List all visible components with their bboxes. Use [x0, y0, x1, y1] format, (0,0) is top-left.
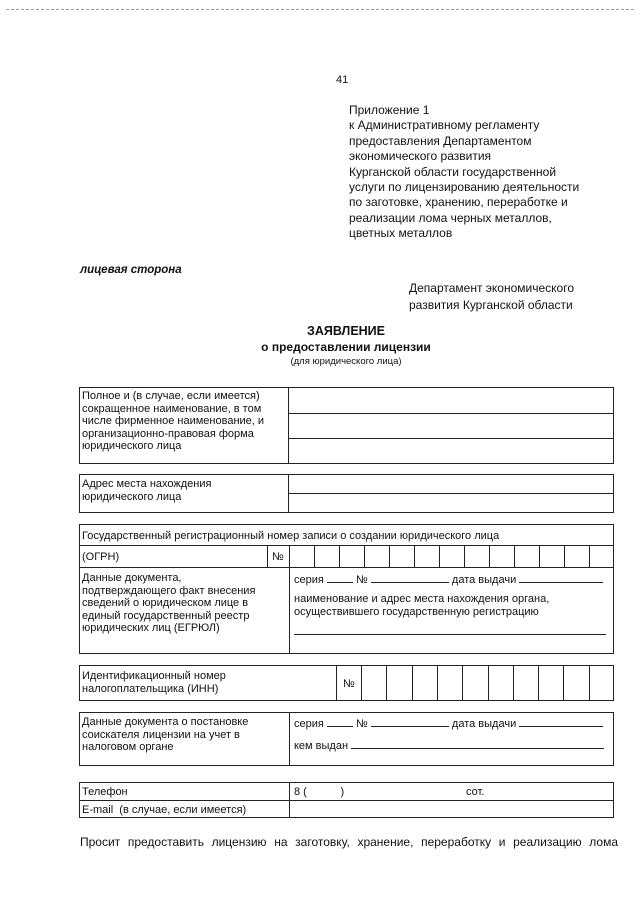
address-field-line[interactable] [288, 493, 614, 494]
label-line: юридического лица [82, 490, 182, 503]
label-line: сведений о юридическом лице в [82, 597, 249, 610]
number-field[interactable] [371, 572, 449, 583]
number-field[interactable] [371, 716, 449, 727]
name-field-line-2[interactable] [288, 438, 614, 439]
ogrn-no-sign: № [272, 551, 284, 563]
digit-cell-divider [462, 665, 463, 701]
appendix-line: цветных металлов [349, 226, 453, 241]
label-line: Адрес места нахождения [82, 478, 212, 490]
digit-cell-divider [563, 665, 564, 701]
phone-label: Телефон [82, 786, 128, 798]
digit-cell-divider [589, 665, 590, 701]
digit-cell-divider [538, 665, 539, 701]
request-text: Просит предоставить лицензию на заготовку, хранение, переработку и реализацию лома [80, 835, 618, 849]
digit-cell-divider [414, 545, 415, 567]
date-label: дата выдачи [451, 574, 517, 586]
label-line: Полное и (в случае, если имеется) [82, 390, 260, 402]
issued-by-label: кем выдан [294, 740, 349, 752]
label-line: Данные документа, [82, 572, 182, 584]
number-label: № [355, 574, 368, 586]
document-subtitle: о предоставлении лицензии [261, 340, 431, 354]
digit-cell-divider [514, 545, 515, 567]
ogrn-code-label: (ОГРН) [82, 551, 120, 563]
egrul-series-row [294, 572, 603, 587]
digit-cell-divider [589, 545, 590, 567]
mobile-label: сот. [466, 786, 485, 798]
digit-cell-divider [539, 545, 540, 567]
inn-no-divider [336, 665, 337, 701]
digit-cell-divider [488, 665, 489, 701]
appendix-line: к Административному регламенту [349, 118, 540, 133]
label-line: налогоплательщика (ИНН) [82, 682, 219, 695]
series-label: серия [294, 718, 324, 730]
digit-cell-divider [389, 545, 390, 567]
ogrn-no-divider [267, 545, 268, 567]
series-field[interactable] [327, 572, 353, 583]
inn-no-sign: № [343, 678, 355, 690]
issued-by-field[interactable] [351, 738, 604, 749]
digit-cell-divider [439, 545, 440, 567]
digit-cell-divider [437, 665, 438, 701]
contact-row-divider [79, 800, 614, 801]
egrul-organ-label [294, 593, 549, 618]
name-block-label [82, 390, 264, 453]
ogrn-row-divider [79, 567, 614, 568]
document-note: (для юридического лица) [290, 356, 402, 367]
label-line: осуществившего государственную регистрацию [294, 605, 539, 618]
egrul-doc-label [82, 572, 255, 635]
name-block-divider [288, 387, 289, 464]
address-block-label [82, 478, 211, 503]
page-number: 41 [336, 74, 349, 86]
label-line: наименование и адрес места нахождения органа, [294, 593, 550, 605]
tax-block-divider [289, 712, 290, 766]
tax-issued-row [294, 738, 604, 753]
label-line: юридического лица [82, 440, 182, 453]
date-label: дата выдачи [451, 718, 517, 730]
digit-cell-divider [386, 665, 387, 701]
label-line: подтверждающего факт внесения [82, 584, 256, 597]
label-line: соискателя лицензии на учет в [82, 728, 240, 741]
series-field[interactable] [327, 716, 353, 727]
label-line: юридических лиц (ЕГРЮЛ) [82, 622, 220, 635]
label-line: Данные документа о постановке [82, 716, 249, 728]
ogrn-header-divider [79, 545, 614, 546]
ogrn-header: Государственный регистрационный номер записи о создании юридического лица [82, 530, 500, 542]
document-title: ЗАЯВЛЕНИЕ [306, 324, 385, 338]
appendix-line: Курганской области государственной [349, 164, 557, 179]
label-line: сокращенное наименование, в том [82, 402, 262, 415]
label-line: Идентификационный номер [82, 670, 226, 682]
appendix-line: предоставления Департаментом [349, 133, 532, 148]
digit-cell-divider [564, 545, 565, 567]
inn-label [82, 670, 226, 695]
series-label: серия [294, 574, 324, 586]
appendix-line: услуги по лицензированию деятельности [349, 180, 580, 195]
addressee-line: Департамент экономического [409, 281, 575, 295]
digit-cell-divider [489, 545, 490, 567]
digit-cell-divider [412, 665, 413, 701]
label-line: налоговом органе [82, 741, 174, 754]
phone-field[interactable]: 8 ( ) [294, 786, 345, 798]
tax-series-row [294, 716, 603, 731]
appendix-line: экономического развития [349, 149, 492, 164]
contact-block-divider [289, 782, 290, 818]
label-line: числе фирменное наименование, и [82, 415, 265, 428]
egrul-organ-field[interactable] [294, 634, 606, 635]
appendix-line: по заготовке, хранению, переработке и [349, 195, 568, 210]
date-field[interactable] [519, 716, 603, 727]
digit-cell-divider [339, 545, 340, 567]
digit-cell-divider [513, 665, 514, 701]
date-field[interactable] [519, 572, 603, 583]
addressee [409, 280, 574, 314]
side-label: лицевая сторона [80, 264, 182, 276]
appendix-line: реализации лома черных металлов, [349, 210, 552, 225]
name-field-line-1[interactable] [288, 413, 614, 414]
top-scan-line [6, 9, 634, 10]
label-line: единый государственный реестр [82, 609, 250, 622]
label-line: организационно-правовая форма [82, 427, 254, 440]
digit-cell-divider [314, 545, 315, 567]
appendix-line: Приложение 1 [349, 103, 430, 117]
addressee-line: развития Курганской области [409, 298, 573, 312]
digit-cell-divider [361, 665, 362, 701]
number-label: № [355, 718, 368, 730]
digit-cell-divider [464, 545, 465, 567]
appendix-note [349, 103, 609, 242]
digit-cell-divider [364, 545, 365, 567]
ogrn-block-divider [289, 545, 290, 654]
tax-doc-label [82, 716, 248, 754]
email-label: E-mail (в случае, если имеется) [82, 804, 247, 816]
